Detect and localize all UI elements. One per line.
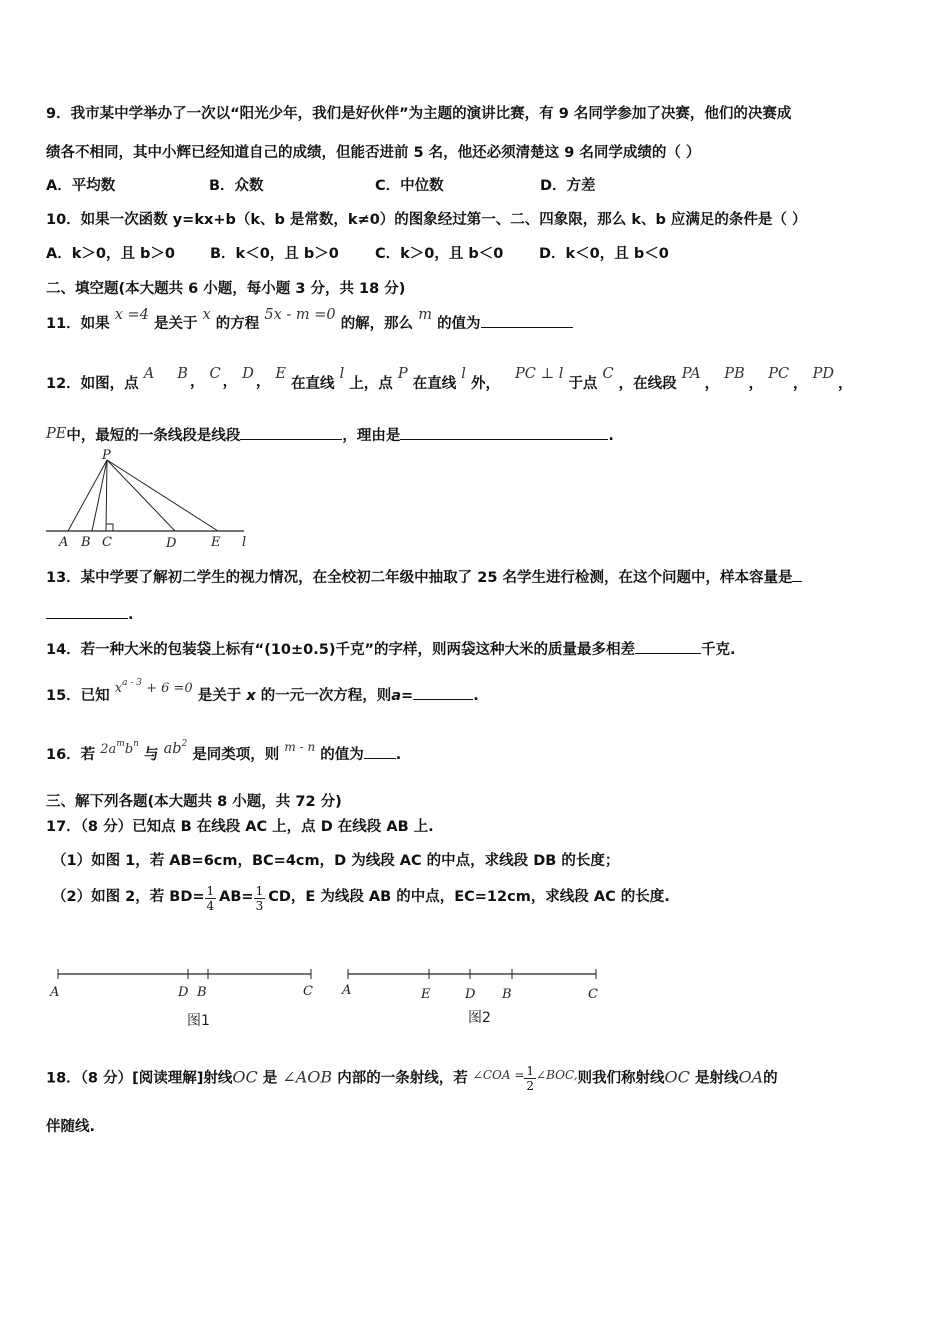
q11: 11．如果 x =4 是关于 x 的方程 5x - m =0 的解，那么 m 的值为	[46, 312, 573, 333]
q13-line2: .	[46, 604, 134, 623]
fig12-right-angle	[106, 524, 113, 531]
q11-answer-blank[interactable]	[481, 313, 573, 328]
q11-math-x: x	[202, 307, 211, 323]
q12-point-b: B	[177, 366, 188, 382]
fig1-label-b: B	[197, 985, 207, 1000]
q10-option-c: C．k＞0，且 b＜0	[375, 246, 504, 262]
q10-option-d: D．k＜0，且 b＜0	[539, 246, 669, 262]
q17-fraction-1-3: $\frac{1}{3}$	[255, 884, 264, 913]
q18-ray-oa: OA	[738, 1067, 764, 1087]
q17-part2: （2）如图 2，若 BD= $\frac{1}{4}$ AB= $\frac{1}{3}$ CD，E 为线段 AB 的中点，EC=12cm，求线段 AC 的长度.	[52, 884, 670, 913]
q18-angle-boc: ∠BOC,	[536, 1067, 578, 1082]
fig12-label-c: C	[102, 535, 112, 550]
fig2-label-b: B	[502, 987, 512, 1002]
fig12-seg-pd	[107, 460, 175, 531]
q12-line-l: l	[339, 366, 345, 382]
fig1-label-c: C	[303, 984, 313, 999]
q12-point-c-2: C	[602, 366, 614, 382]
q11-math-x4: x =4	[114, 307, 149, 323]
q18-ray-oc: OC	[232, 1067, 258, 1087]
fig12-seg-pb	[92, 460, 107, 531]
q12-seg-pd: PD	[812, 366, 834, 382]
q15: 15．已知 $x^{a - 3} + 6 =0$ 是关于 x 的一元一次方程，则a= .	[46, 678, 479, 704]
q13-answer-blank[interactable]	[46, 604, 128, 619]
q13-line1: 13．某中学要了解初二学生的视力情况，在全校初二年级中抽取了 25 名学生进行检测，在这个问题中，样本容量是	[46, 566, 802, 587]
fig2-label-d: D	[465, 987, 476, 1002]
q12-point-a: A	[143, 366, 155, 382]
q18-fraction-1-2: $\frac{1}{2}$	[526, 1064, 535, 1093]
q12-point-c: C	[209, 366, 221, 382]
q16-term1: $2a^mb^n$	[100, 739, 139, 757]
q18-ray-oc-2: OC	[664, 1067, 690, 1087]
q12-figure	[44, 448, 264, 550]
q12-line2: PE中，最短的一条线段是线段 ，理由是 .	[46, 426, 614, 444]
fig12-label-b: B	[81, 535, 91, 550]
fig12-seg-pc	[106, 460, 107, 531]
q14-answer-blank[interactable]	[635, 639, 701, 654]
q17-fraction-1-4: $\frac{1}{4}$	[206, 884, 215, 913]
q12-seg-pb: PB	[724, 366, 745, 382]
q9-line1: 9．我市某中学举办了一次以“阳光少年，我们是好伙伴”为主题的演讲比赛，有 9 名同学参加了决赛，他们的决赛成	[46, 106, 792, 122]
q12-perp: PC ⊥ l	[515, 366, 564, 382]
fig12-label-l: l	[242, 535, 247, 550]
section2-heading: 二、填空题(本大题共 6 小题，每小题 3 分，共 18 分)	[46, 281, 406, 297]
q14: 14．若一种大米的包装袋上标有“(10±0.5)千克”的字样，则两袋这种大米的质量最多相差 千克.	[46, 638, 736, 659]
q16: 16．若 $2a^mb^n$ 与 $ab^2$ 是同类项，则 $^{m - n}$ 的值为 .	[46, 739, 402, 763]
q12-answer-blank-1[interactable]	[240, 425, 342, 440]
q9-option-b: B．众数	[209, 178, 264, 194]
q17-stem: 17．（8 分）已知点 B 在线段 AC 上，点 D 在线段 AB 上.	[46, 819, 434, 835]
q16-m-minus-n: m - n	[284, 740, 316, 754]
q18-angle-aob: ∠AOB	[282, 1067, 333, 1087]
q16-term2: $ab^2$	[163, 739, 188, 757]
q18-line1: 18．（8 分）[阅读理解]射线OC 是 ∠AOB 内部的一条射线，若 $^{\angle COA =}$ $\frac{1}{2}$ $^{\angle BOC,}$则我们称射线OC 是射线OA的	[46, 1064, 778, 1093]
q9-line2: 绩各不相同，其中小辉已经知道自己的成绩，但能否进前 5 名，他还必须清楚这 9 名同学成绩的（ ）	[46, 145, 701, 161]
q18-angle-coa: ∠COA =	[472, 1067, 525, 1082]
q12-point-e: E	[275, 366, 286, 382]
q16-answer-blank[interactable]	[364, 744, 396, 759]
q10-stem: 10．如果一次函数 y=kx+b（k、b 是常数，k≠0）的图象经过第一、二、四象限，那么 k、b 应满足的条件是（ ）	[46, 212, 807, 228]
q12-seg-pa: PA	[681, 366, 701, 382]
q11-math-m: m	[418, 307, 432, 323]
q9-option-c: C．中位数	[375, 178, 444, 194]
q17-figure-2	[340, 962, 610, 1030]
section3-heading: 三、解下列各题(本大题共 8 小题，共 72 分)	[46, 794, 342, 810]
q10-option-b: B．k＜0，且 b＞0	[210, 246, 339, 262]
fig2-label-e: E	[421, 987, 431, 1002]
fig1-caption: 图1	[187, 1013, 210, 1029]
q12-answer-blank-2[interactable]	[400, 425, 608, 440]
q9-options	[46, 174, 596, 195]
fig2-label-a: A	[342, 983, 352, 998]
q12-point-p: P	[397, 366, 408, 382]
fig12-label-e: E	[211, 535, 221, 550]
fig2-caption: 图2	[468, 1010, 491, 1026]
q12-seg-pc: PC	[768, 366, 790, 382]
q9-option-a: A．平均数	[46, 178, 116, 194]
fig1-label-d: D	[178, 985, 189, 1000]
fig2-label-c: C	[588, 987, 598, 1002]
fig1-label-a: A	[50, 985, 60, 1000]
q9-option-d: D．方差	[540, 178, 596, 194]
q15-answer-blank[interactable]	[413, 685, 473, 700]
q17-part1: （1）如图 1，若 AB=6cm，BC=4cm，D 为线段 AC 的中点，求线段 DB 的长度；	[52, 853, 620, 869]
fig12-label-a: A	[59, 535, 69, 550]
fig12-seg-pe	[107, 460, 218, 531]
q18-line2: 伴随线.	[46, 1119, 96, 1135]
q11-math-eq: 5x - m =0	[264, 307, 336, 323]
q10-option-a: A．k＞0，且 b＞0	[46, 246, 175, 262]
q10-options	[46, 242, 669, 263]
fig12-label-d: D	[166, 536, 177, 550]
q15-equation: $x^{a - 3} + 6 =0$	[114, 678, 193, 696]
fig12-seg-pa	[68, 460, 107, 531]
q17-figure-1	[48, 962, 326, 1030]
q12-point-d: D	[242, 366, 254, 382]
fig12-label-p: P	[102, 448, 111, 463]
q12-line1: 12．如图，点 A B ， C ， D ， E 在直线 l 上，点 P 在直线 l 外， PC ⊥ l 于点 C ，在线段 PA， PB， PC， PD，	[46, 366, 853, 392]
q12-line-l-2: l	[461, 366, 466, 382]
q12-seg-pe: PE	[46, 426, 67, 442]
